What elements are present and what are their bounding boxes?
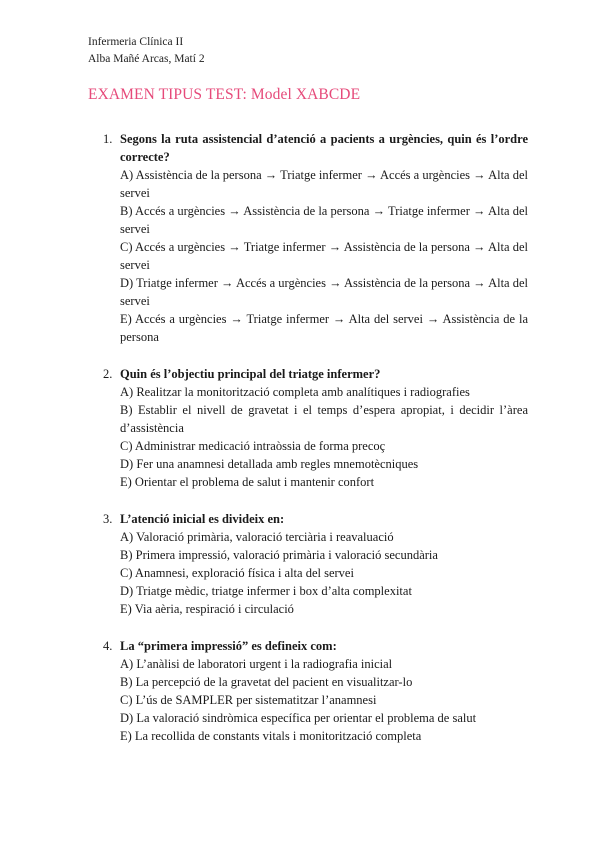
- option-d: D) Triatge infermer → Accés a urgències → Assistència de la persona → Alta del servei: [120, 276, 528, 308]
- option-c: C) Anamnesi, exploració física i alta del servei: [120, 566, 354, 580]
- document-header: [88, 34, 205, 68]
- option-b: B) Accés a urgències → Assistència de la persona → Triatge infermer → Alta del servei: [120, 204, 528, 236]
- question-text: Quin és l’objectiu principal del triatge infermer?: [120, 367, 381, 381]
- option-a: A) L’anàlisi de laboratori urgent i la radiografia inicial: [120, 657, 393, 671]
- option-b: B) Establir el nivell de gravetat i el temps d’espera apropiat, i decidir l’àrea d’assistència: [120, 403, 528, 435]
- option-b: B) Primera impressió, valoració primària i valoració secundària: [120, 548, 438, 562]
- exam-title: EXAMEN TIPUS TEST: Model XABCDE: [88, 86, 361, 103]
- option-c: C) L’ús de SAMPLER per sistematitzar l’anamnesi: [120, 693, 377, 707]
- option-d: D) La valoració sindròmica específica per orientar el problema de salut: [120, 711, 477, 725]
- option-c: C) Administrar medicació intraòssia de forma precoç: [120, 439, 386, 453]
- question-list: [88, 130, 528, 764]
- author-name: Alba Mañé Arcas, Matí 2: [88, 53, 205, 65]
- option-e: E) Accés a urgències → Triatge infermer → Alta del servei → Assistència de la persona: [120, 312, 528, 344]
- option-c: C) Accés a urgències → Triatge infermer → Assistència de la persona → Alta del servei: [120, 240, 528, 272]
- question-text: Segons la ruta assistencial d’atenció a pacients a urgències, quin és l’ordre correcte?: [120, 132, 528, 164]
- question-number: 4.: [103, 639, 113, 653]
- question-1: [88, 130, 528, 346]
- option-e: E) Via aèria, respiració i circulació: [120, 602, 294, 616]
- option-d: D) Triatge mèdic, triatge infermer i box d’alta complexitat: [120, 584, 412, 598]
- course-name: Infermeria Clínica II: [88, 36, 184, 48]
- option-a: A) Realitzar la monitorització completa amb analítiques i radiografies: [120, 385, 470, 399]
- question-text: L’atenció inicial es divideix en:: [120, 512, 285, 526]
- option-b: B) La percepció de la gravetat del pacient en visualitzar-lo: [120, 675, 413, 689]
- question-number: 3.: [103, 512, 113, 526]
- option-e: E) Orientar el problema de salut i mantenir confort: [120, 475, 375, 489]
- option-d: D) Fer una anamnesi detallada amb regles mnemotècniques: [120, 457, 419, 471]
- question-number: 2.: [103, 367, 113, 381]
- question-3: [88, 510, 528, 618]
- option-a: A) Valoració primària, valoració terciària i reavaluació: [120, 530, 394, 544]
- option-e: E) La recollida de constants vitals i monitorització completa: [120, 729, 422, 743]
- question-2: [88, 365, 528, 491]
- option-a: A) Assistència de la persona → Triatge infermer → Accés a urgències → Alta del servei: [120, 168, 528, 200]
- question-text: La “primera impressió” es defineix com:: [120, 639, 337, 653]
- question-4: [88, 637, 528, 745]
- question-number: 1.: [103, 132, 113, 146]
